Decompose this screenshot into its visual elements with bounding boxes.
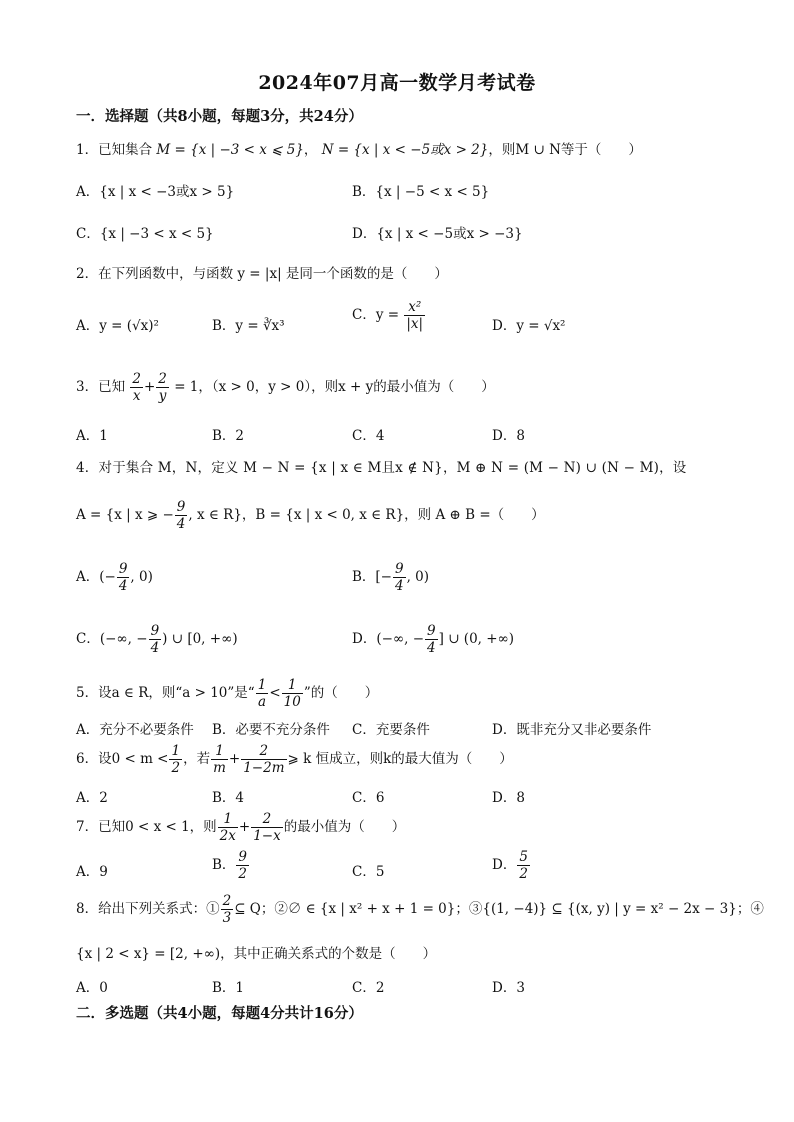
q3-fraction-1 (130, 372, 143, 403)
q7-f2-num: 2 (251, 812, 283, 828)
q3-fraction-2 (156, 372, 169, 403)
q8-option-b[interactable]: B．1 (212, 980, 245, 996)
q7-f1-den: 2x (219, 828, 236, 845)
question-1-stem (76, 138, 642, 158)
q7-fraction-1 (218, 812, 238, 843)
q3-post: = 1，（x > 0，y > 0），则x + y的最小值为（ ） (174, 379, 495, 396)
q4-a-pre: A．(− (76, 569, 116, 586)
q7-b-num: 9 (238, 849, 248, 865)
page-title: 2024年07月高一数学月考试卷 (258, 72, 536, 94)
q3-plus: + (143, 379, 156, 396)
q5-lt: < (269, 685, 281, 702)
q4-c-post: ) ∪ [0, +∞) (162, 631, 238, 648)
q7-option-c[interactable]: C．5 (352, 864, 385, 880)
q3-option-a[interactable]: A．1 (76, 428, 108, 444)
q1-option-c[interactable]: C．{x | −3 < x < 5} (76, 226, 214, 242)
q4-c-den: 4 (150, 640, 160, 657)
q2-c-numerator: x² (404, 300, 425, 316)
q7-plus: + (238, 819, 251, 836)
q6-fraction-2 (241, 744, 286, 775)
q4-option-c[interactable] (76, 624, 238, 655)
q6-post: ⩾ k 恒成立，则k的最大值为（ ） (287, 751, 513, 768)
q6-f1-den: m (213, 760, 226, 777)
section-heading-choice: 一．选择题（共8小题，每题3分，共24分） (76, 108, 363, 125)
q8-post: ⊆ Q；②∅ ∈ {x | x² + x + 1 = 0}；③{(1, −4)} ⊆ {(x, y) | y = x² − 2x − 3}；④ (234, 901, 764, 918)
q7-fraction-2 (251, 812, 283, 843)
q7-b-fraction (236, 850, 249, 881)
q6-option-b[interactable]: B．4 (212, 790, 245, 806)
q5-f2-num: 1 (282, 678, 303, 694)
q4-option-a[interactable] (76, 562, 153, 593)
q4-a-fraction (117, 562, 130, 593)
q2-c-fraction (404, 300, 425, 331)
q5-f1-num: 1 (257, 677, 267, 693)
q8-f-num: 2 (222, 893, 232, 909)
q1-set-m: M = {x | −3 < x ⩽ 5} (156, 142, 304, 158)
q4-d-post: ] ∪ (0, +∞) (438, 631, 515, 648)
q5-pre: 5．设a ∈ R，则“a > 10”是“ (76, 685, 255, 702)
q8-option-a[interactable]: A．0 (76, 980, 108, 996)
question-8-line-1 (76, 894, 764, 925)
q6-f2-den: 1−2m (243, 760, 285, 777)
q2-option-d[interactable]: D．y = √x² (492, 318, 566, 334)
q4-c-pre: C．(−∞, − (76, 631, 148, 648)
q3-option-d[interactable]: D．8 (492, 428, 525, 444)
q5-fraction-1 (256, 678, 269, 709)
question-4-line-1: 4．对于集合 M，N，定义 M − N = {x | x ∈ M且x ∉ N}，M ⊕ N = (M − N) ∪ (N − M)，设 (76, 460, 687, 476)
q6-f1-num: 1 (211, 744, 228, 760)
q8-option-d[interactable]: D．3 (492, 980, 525, 996)
q3-option-c[interactable]: C．4 (352, 428, 385, 444)
q1-sep: ， (303, 142, 318, 158)
q5-option-b[interactable]: B．必要不充分条件 (212, 722, 330, 738)
question-5-stem (76, 678, 378, 709)
q7-option-b[interactable] (212, 850, 250, 881)
q4-d-den: 4 (427, 640, 436, 657)
q6-fraction-0 (169, 744, 182, 775)
q7-f2-den: 1−x (253, 828, 281, 845)
q4-d-pre: D．(−∞, − (352, 631, 425, 648)
q3-f2-num: 2 (158, 371, 167, 387)
q4-b-post: , 0) (406, 569, 430, 586)
q7-b-label: B． (212, 857, 236, 874)
q5-f1-den: a (257, 694, 267, 711)
q5-option-d[interactable]: D．既非充分又非必要条件 (492, 722, 652, 738)
q6-fraction-1 (211, 744, 228, 775)
question-6-stem (76, 744, 513, 775)
q6-f2-num: 2 (241, 744, 286, 760)
q6-option-c[interactable]: C．6 (352, 790, 385, 806)
q1-pre: 已知集合 (98, 142, 153, 158)
q3-option-b[interactable]: B．2 (212, 428, 245, 444)
q1-set-n: N = {x | x < −5或x > 2} (321, 142, 489, 158)
q1-option-d[interactable]: D．{x | x < −5或x > −3} (352, 226, 523, 242)
q7-option-d[interactable] (492, 850, 531, 881)
q7-d-den: 2 (519, 866, 528, 883)
q4-d-num: 9 (427, 623, 436, 639)
q4-option-d[interactable] (352, 624, 514, 655)
q4-a-num: 9 (118, 561, 128, 577)
q7-f1-num: 1 (218, 812, 238, 828)
q4-f-den: 4 (176, 516, 186, 533)
q7-b-den: 2 (238, 866, 248, 883)
q2-c-denominator: |x| (406, 316, 424, 333)
q6-option-a[interactable]: A．2 (76, 790, 108, 806)
q6-pre: 6．设0 < m < (76, 751, 169, 768)
section-heading-multi: 二．多选题（共4小题，每题4分共计16分） (76, 1005, 363, 1022)
q5-option-c[interactable]: C．充要条件 (352, 722, 430, 738)
q6-mid: ，若 (183, 751, 211, 768)
q3-pre: 3．已知 (76, 379, 126, 396)
q7-d-label: D． (492, 857, 517, 874)
q4-option-b[interactable] (352, 562, 429, 593)
q2-option-c[interactable] (352, 300, 426, 331)
q6-f0-num: 1 (171, 743, 181, 759)
q5-f2-den: 10 (283, 694, 301, 711)
q6-f0-den: 2 (171, 760, 181, 777)
q4-d-fraction (425, 624, 438, 655)
q5-option-a[interactable]: A．充分不必要条件 (76, 722, 194, 738)
q5-fraction-2 (282, 678, 303, 709)
q4-fraction (175, 500, 188, 531)
q1-post: ，则M ∪ N等于（ ） (488, 142, 642, 158)
q4-a-post: , 0) (130, 569, 153, 586)
q8-option-c[interactable]: C．2 (352, 980, 385, 996)
q1-option-b[interactable]: B．{x | −5 < x < 5} (352, 184, 490, 200)
q7-post: 的最小值为（ ） (283, 819, 406, 836)
q4-c-num: 9 (150, 623, 160, 639)
q8-f-den: 3 (222, 910, 232, 927)
q1-num: 1． (76, 142, 99, 158)
q4-b-num: 9 (395, 561, 404, 577)
q4-a-den: 4 (118, 578, 128, 595)
q7-d-fraction (517, 850, 530, 881)
q4-b-pre: B．[− (352, 569, 392, 586)
question-2-stem: 2．在下列函数中，与函数 y = |x| 是同一个函数的是（ ） (76, 266, 448, 282)
q4-c-fraction (149, 624, 162, 655)
q4-b-den: 4 (395, 578, 404, 595)
q7-option-a[interactable]: A．9 (76, 864, 108, 880)
q4-b-fraction (393, 562, 406, 593)
q6-option-d[interactable]: D．8 (492, 790, 525, 806)
q4-line2-pre: A = {x | x ⩾ − (76, 507, 174, 524)
q3-f1-den: x (132, 388, 141, 405)
q8-pre: 8．给出下列关系式：① (76, 901, 220, 918)
q3-f1-num: 2 (132, 371, 141, 387)
question-4-line-2 (76, 500, 545, 531)
q2-option-b[interactable]: B．y = ∛x³ (212, 318, 285, 334)
q7-pre: 7．已知0 < x < 1，则 (76, 819, 217, 836)
q5-post: ”的（ ） (303, 685, 379, 702)
q3-f2-den: y (158, 388, 167, 405)
question-3-stem (76, 372, 495, 403)
q8-fraction (221, 894, 234, 925)
q2-option-a[interactable]: A．y = (√x)² (76, 318, 159, 334)
q2-c-label: C．y = (352, 307, 400, 324)
q4-line2-post: , x ∈ R}，B = {x | x < 0, x ∈ R}，则 A ⊕ B =（ ） (188, 507, 545, 524)
q6-plus: + (228, 751, 241, 768)
q7-d-num: 5 (519, 849, 528, 865)
q1-option-a[interactable]: A．{x | x < −3或x > 5} (76, 184, 235, 200)
question-8-line-2: {x | 2 < x} = [2, +∞)，其中正确关系式的个数是（ ） (76, 946, 437, 962)
question-7-stem (76, 812, 405, 843)
q4-f-num: 9 (176, 499, 186, 515)
